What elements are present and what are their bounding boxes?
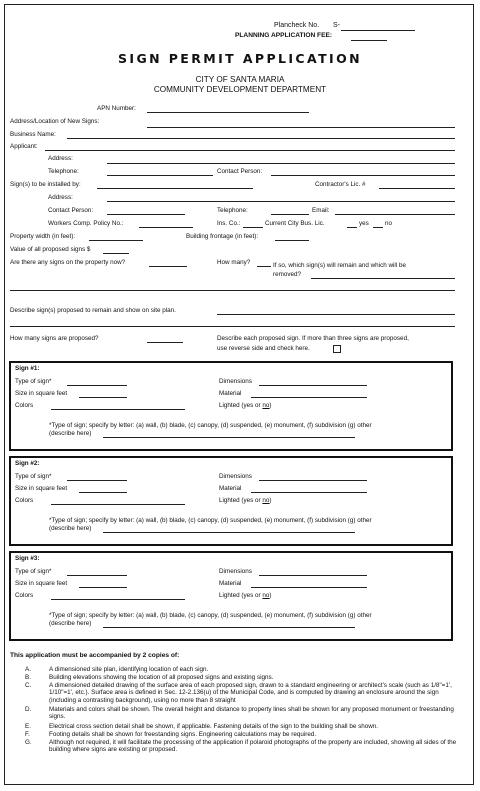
- sign-1-lighted-label: Lighted (yes or no): [219, 402, 272, 409]
- sign-1-box: [9, 361, 453, 451]
- contractor-telephone-field[interactable]: [271, 214, 309, 215]
- bus-lic-yes-field[interactable]: [347, 227, 357, 228]
- sign-1-material-field[interactable]: [251, 397, 367, 398]
- sign-2-box: [9, 456, 453, 546]
- applicant-address-label: Address:: [48, 155, 73, 162]
- applicant-contact-label: Contact Person:: [217, 168, 263, 175]
- address-signs-label: Address/Location of New Signs:: [10, 118, 100, 125]
- fee-field[interactable]: [351, 40, 387, 41]
- how-many-proposed-label: How many signs are proposed?: [10, 335, 99, 342]
- sign-1-size-label: Size in square feet: [15, 390, 68, 397]
- sign-1-colors-label: Colors: [15, 402, 34, 409]
- sign-3-type-note: *Type of sign; specify by letter: (a) wall, (b) blade, (c) canopy, (d) suspended, (e) monument, (f) subdivision (g) other: [49, 612, 372, 619]
- sign-3-type-field[interactable]: [67, 575, 127, 576]
- address-signs-field[interactable]: [147, 127, 455, 128]
- contractor-address-field[interactable]: [107, 201, 455, 202]
- how-many-field[interactable]: [257, 266, 271, 267]
- sign-2-size-field[interactable]: [79, 492, 127, 493]
- sign-2-type-note: *Type of sign; specify by letter: (a) wall, (b) blade, (c) canopy, (d) suspended, (e) monument, (f) subdivision (g) other: [49, 517, 372, 524]
- sign-3-type-label: Type of sign*: [15, 568, 52, 575]
- sign-3-size-field[interactable]: [79, 587, 127, 588]
- sign-2-material-field[interactable]: [251, 492, 367, 493]
- email-field[interactable]: [335, 214, 455, 215]
- sign-3-box: [9, 551, 453, 641]
- sign-1-type-label: Type of sign*: [15, 378, 52, 385]
- sign-2-describe-field[interactable]: [103, 532, 355, 533]
- sign-1-describe-field[interactable]: [103, 437, 355, 438]
- fee-label: PLANNING APPLICATION FEE:: [235, 32, 333, 39]
- describe-remain-field[interactable]: [217, 314, 455, 315]
- contractor-contact-field[interactable]: [107, 214, 185, 215]
- describe-remain-line-2[interactable]: [10, 326, 455, 327]
- sign-1-size-field[interactable]: [79, 397, 127, 398]
- existing-signs-notes-line[interactable]: [10, 290, 455, 291]
- sign-2-colors-field[interactable]: [51, 504, 185, 505]
- sign-2-material-label: Material: [219, 485, 242, 492]
- plancheck-label: Plancheck No.: [274, 22, 320, 29]
- requirement-g: G. Although not required, it will facilitate the processing of the application if polaroid photographs of the property are included, showing all sides of the building where signs are existing or proposed.: [25, 739, 457, 754]
- ins-co-label: Ins. Co.:: [217, 220, 241, 227]
- requirement-f: F. Footing details shall be shown for freestanding signs. Engineering calculations may be required.: [25, 731, 317, 738]
- sign-permit-form: [4, 4, 474, 785]
- sign-3-colors-label: Colors: [15, 592, 34, 599]
- sign-1-dimensions-label: Dimensions: [219, 378, 252, 385]
- applicant-contact-field[interactable]: [271, 175, 455, 176]
- describe-remain-label: Describe sign(s) proposed to remain and show on site plan.: [10, 307, 176, 314]
- building-frontage-field[interactable]: [275, 240, 309, 241]
- value-signs-field[interactable]: [103, 253, 129, 254]
- sign-2-title: Sign #2:: [15, 460, 40, 467]
- contractor-telephone-label: Telephone:: [217, 207, 248, 214]
- if-so-label: If so, which sign(s) will remain and which will be: [273, 262, 406, 269]
- installed-by-label: Sign(s) to be installed by:: [10, 181, 81, 188]
- business-name-label: Business Name:: [10, 131, 56, 138]
- sign-1-describe-label: (describe here): [49, 430, 92, 437]
- contractor-contact-label: Contact Person:: [48, 207, 94, 214]
- how-many-label: How many?: [217, 259, 251, 266]
- existing-signs-label: Are there any signs on the property now?: [10, 259, 126, 266]
- business-name-field[interactable]: [67, 138, 455, 139]
- applicant-field[interactable]: [45, 150, 455, 151]
- yes-label: yes: [359, 220, 369, 227]
- contractor-address-label: Address:: [48, 194, 73, 201]
- applicant-telephone-field[interactable]: [107, 175, 213, 176]
- department-name: COMMUNITY DEVELOPMENT DEPARTMENT: [153, 85, 327, 94]
- applicant-label: Applicant:: [10, 143, 38, 150]
- existing-signs-field[interactable]: [149, 266, 187, 267]
- sign-1-type-field[interactable]: [67, 385, 127, 386]
- sign-2-size-label: Size in square feet: [15, 485, 68, 492]
- requirement-d: D. Materials and colors shall be shown. The overall height and distance to property lines shall be shown for any proposed monument or freestanding signs.: [25, 706, 454, 721]
- sign-3-dimensions-field[interactable]: [259, 575, 367, 576]
- describe-each-label: Describe each proposed sign. If more than three signs are proposed,: [217, 335, 409, 342]
- requirement-c: C. A dimensioned detailed drawing of the surface area of each proposed sign, drawn to a standard engineering or architect's scale (such as 1/8"=1', 1/10"=1', etc.). Surface area is defined in Sec. 12-2.136(u) of the Municipal Code, and is computed by drawing an enclosure around the sign (including a contrasting background), using no more than 8 straight: [25, 682, 452, 704]
- workers-comp-label: Workers Comp. Policy No.:: [48, 220, 124, 227]
- no-label: no: [385, 220, 393, 227]
- installed-by-field[interactable]: [97, 188, 253, 189]
- ins-co-field[interactable]: [243, 227, 263, 228]
- requirement-b: B. Building elevations showing the location of all proposed signs and existing signs.: [25, 674, 274, 681]
- requirement-e: E. Electrical cross section detail shall be shown, if applicable. Fastening details of the sign to the building shall be shown.: [25, 723, 379, 730]
- sign-3-colors-field[interactable]: [51, 599, 185, 600]
- sign-2-type-field[interactable]: [67, 480, 127, 481]
- sign-3-describe-field[interactable]: [103, 627, 355, 628]
- sign-3-material-field[interactable]: [251, 587, 367, 588]
- city-bus-lic-label: Current City Bus. Lic.: [265, 220, 325, 227]
- removed-field[interactable]: [311, 278, 455, 279]
- applicant-telephone-label: Telephone:: [48, 168, 79, 175]
- sign-2-describe-label: (describe here): [49, 525, 92, 532]
- sign-3-title: Sign #3:: [15, 555, 40, 562]
- sign-1-dimensions-field[interactable]: [259, 385, 367, 386]
- property-width-label: Property width (in feet):: [10, 233, 76, 240]
- how-many-proposed-field[interactable]: [147, 342, 183, 343]
- sign-3-material-label: Material: [219, 580, 242, 587]
- contractor-lic-label: Contractor's Lic. #: [315, 181, 366, 188]
- sign-1-type-note: *Type of sign; specify by letter: (a) wall, (b) blade, (c) canopy, (d) suspended, (e) monument, (f) subdivision (g) other: [49, 422, 372, 429]
- bus-lic-no-field[interactable]: [373, 227, 383, 228]
- building-frontage-label: Building frontage (in feet):: [186, 233, 259, 240]
- plancheck-prefix: S-: [333, 22, 340, 29]
- requirement-a: A. A dimensioned site plan, identifying location of each sign.: [25, 666, 209, 673]
- sign-1-title: Sign #1:: [15, 365, 40, 372]
- apn-field[interactable]: [147, 112, 309, 113]
- value-signs-label: Value of all proposed signs $: [10, 246, 91, 253]
- contractor-lic-field[interactable]: [379, 188, 455, 189]
- workers-comp-field[interactable]: [139, 227, 193, 228]
- city-name: CITY OF SANTA MARIA: [195, 75, 285, 84]
- email-label: Email:: [312, 207, 330, 214]
- sign-2-dimensions-label: Dimensions: [219, 473, 252, 480]
- sign-1-material-label: Material: [219, 390, 242, 397]
- requirements-heading: This application must be accompanied by 2 copies of:: [10, 652, 180, 659]
- apn-label: APN Number:: [97, 105, 136, 112]
- sign-3-describe-label: (describe here): [49, 620, 92, 627]
- sign-3-dimensions-label: Dimensions: [219, 568, 252, 575]
- removed-label: removed?: [273, 271, 302, 278]
- sign-3-lighted-label: Lighted (yes or no): [219, 592, 272, 599]
- plancheck-number-field[interactable]: [341, 30, 415, 31]
- sign-2-colors-label: Colors: [15, 497, 34, 504]
- property-width-field[interactable]: [89, 240, 143, 241]
- reverse-side-checkbox[interactable]: [333, 345, 341, 353]
- sign-2-dimensions-field[interactable]: [259, 480, 367, 481]
- sign-2-lighted-label: Lighted (yes or no): [219, 497, 272, 504]
- applicant-address-field[interactable]: [107, 163, 455, 164]
- sign-1-colors-field[interactable]: [51, 409, 185, 410]
- sign-3-size-label: Size in square feet: [15, 580, 68, 587]
- form-title: SIGN PERMIT APPLICATION: [118, 51, 362, 66]
- reverse-side-label: use reverse side and check here.: [217, 345, 310, 352]
- sign-2-type-label: Type of sign*: [15, 473, 52, 480]
